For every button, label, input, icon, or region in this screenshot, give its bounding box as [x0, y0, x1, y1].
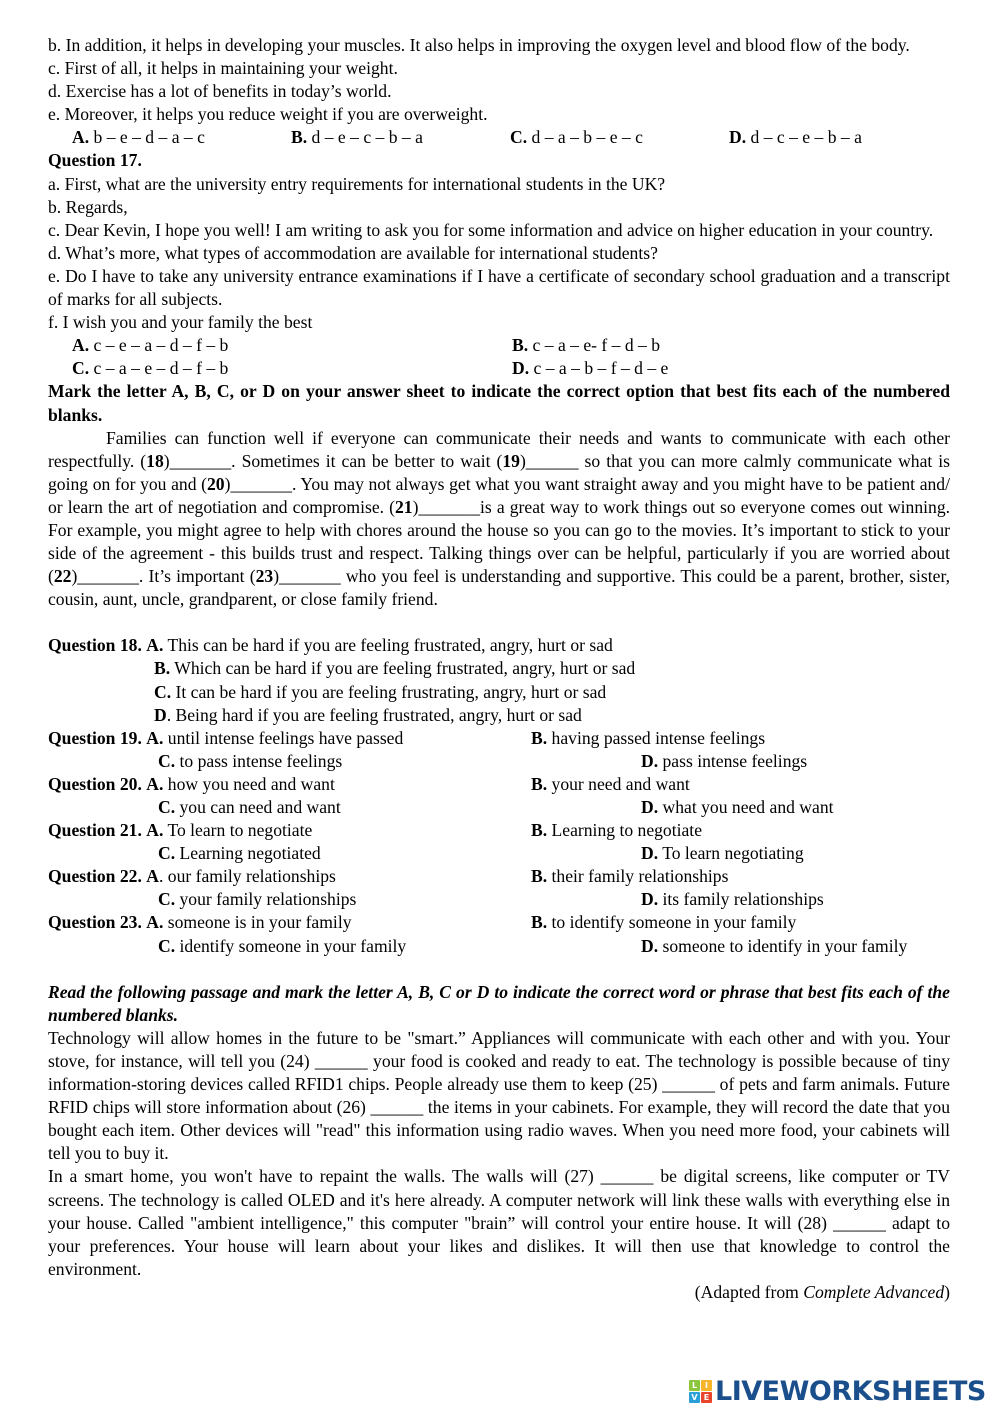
q17-option-b[interactable]: B. c – a – e- f – d – b — [512, 335, 661, 356]
worksheet-page — [48, 34, 950, 1304]
q16-options — [48, 126, 950, 149]
blank-21-number: 21 — [395, 496, 413, 517]
q16-option-a[interactable]: A. b – e – d – a – c — [72, 127, 205, 148]
q19-option-d[interactable]: D. pass intense feelings — [641, 750, 808, 771]
q21-row2 — [48, 842, 950, 865]
q16-item-e: e. Moreover, it helps you reduce weight if you are overweight. — [48, 104, 488, 125]
spacer — [48, 611, 950, 634]
q19-option-a[interactable]: A. until intense feelings have passed — [146, 727, 404, 748]
q19-option-b[interactable]: B. having passed intense feelings — [531, 727, 766, 748]
q23-label: Question 23. — [48, 912, 142, 933]
q17-option-a[interactable]: A. c – e – a – d – f – b — [72, 335, 229, 356]
q22-label: Question 22. — [48, 866, 142, 887]
q22-row1 — [48, 865, 950, 888]
q20-option-c[interactable]: C. you can need and want — [158, 797, 341, 817]
q17-label: Question 17. — [48, 150, 142, 171]
q22-option-c[interactable]: C. your family relationships — [158, 889, 357, 910]
logo-wordmark: LIVEWORKSHEETS — [715, 1375, 986, 1407]
q16-option-c[interactable]: C. d – a – b – e – c — [510, 127, 643, 148]
q17-item-c: c. Dear Kevin, I hope you well! I am writing to ask you for some information and advice on higher education in your country. — [48, 219, 934, 240]
q17-option-c[interactable]: C. c – a – e – d – f – b — [72, 358, 229, 379]
blank-22-number: 22 — [53, 566, 72, 587]
q21-option-a[interactable]: A. To learn to negotiate — [146, 820, 313, 841]
q21-row1 — [48, 819, 950, 842]
q16-item-c: c. First of all, it helps in maintaining your weight. — [48, 58, 398, 79]
q19-row1 — [48, 727, 950, 750]
q22-row2 — [48, 888, 950, 911]
q18-option-a[interactable]: A. This can be hard if you are feeling frustrated, angry, hurt or sad — [146, 635, 613, 656]
cloze2-instruction: Read the following passage and mark the letter A, B, C or D to indicate the correct word or phrase that best fits each of the numbered blanks. — [48, 981, 950, 1025]
blank-23-number: 23 — [255, 566, 274, 587]
q18-row-a — [48, 634, 950, 657]
cloze1-instruction: Mark the letter A, B, C, or D on your answer sheet to indicate the correct option that best fits each of the numbered blanks. — [48, 381, 950, 425]
q17-item-a: a. First, what are the university entry requirements for international students in the UK? — [48, 173, 666, 194]
q23-row1 — [48, 911, 950, 934]
q19-label: Question 19. — [48, 727, 142, 748]
logo-tiles-icon: L I V E — [689, 1380, 712, 1403]
q19-option-c[interactable]: C. to pass intense feelings — [158, 750, 343, 771]
q21-option-c[interactable]: C. Learning negotiated — [158, 843, 321, 864]
q21-option-b[interactable]: B. Learning to negotiate — [531, 820, 703, 841]
q20-row1 — [48, 773, 950, 796]
q19-row2 — [48, 750, 950, 773]
q18-option-b[interactable]: B. Which can be hard if you are feeling frustrated, angry, hurt or sad — [154, 658, 636, 679]
q18-label: Question 18. — [48, 635, 142, 656]
q22-option-d[interactable]: D. its family relationships — [641, 889, 824, 910]
q17-option-d[interactable]: D. c – a – b – f – d – e — [512, 358, 669, 379]
blank-18-number: 18 — [146, 450, 164, 471]
q20-row2 — [48, 796, 950, 819]
cloze1-passage: Families can function well if everyone can communicate their needs and wants to communicate with each other respectfully. (18)_______. Sometimes it can be better to wait (19)______ so that you can more calmly communicate what is going on for you and (20)_______. You may not always get what you want straight away and you might have to be patient and/ or learn the art of negotiation and compromise. (21)_______is a great way to work things out so everyone comes out winning. For example, you might agree to help with chores around the house so you can go to the movies. It’s important to stick to your side of the agreement - this builds trust and respect. Talking things over can be helpful, particularly if you are worried about (22)_______. It’s important (23)_______ who you feel is understanding and supportive. This could be a parent, brother, sister, cousin, aunt, uncle, grandparent, or close family friend. — [48, 427, 951, 610]
q23-row2 — [48, 935, 950, 958]
q16-option-d[interactable]: D. d – c – e – b – a — [729, 127, 862, 148]
q23-option-b[interactable]: B. to identify someone in your family — [531, 912, 797, 933]
q18-option-c[interactable]: C. It can be hard if you are feeling frustrating, angry, hurt or sad — [154, 681, 607, 702]
q21-option-d[interactable]: D. To learn negotiating — [641, 843, 804, 864]
q17-item-b: b. Regards, — [48, 196, 128, 217]
q23-option-a[interactable]: A. someone is in your family — [146, 912, 352, 933]
q17-item-d: d. What’s more, what types of accommodation are available for international students? — [48, 242, 658, 263]
q17-item-f: f. I wish you and your family the best — [48, 312, 313, 333]
q20-option-b[interactable]: B. your need and want — [531, 773, 690, 794]
q16-option-b[interactable]: B. d – e – c – b – a — [291, 127, 423, 148]
q23-option-d[interactable]: D. someone to identify in your family — [641, 935, 908, 956]
q23-option-c[interactable]: C. identify someone in your family — [158, 935, 407, 956]
q20-label: Question 20. — [48, 773, 142, 794]
cloze2-paragraph-2: In a smart home, you won't have to repaint the walls. The walls will (27) ______ be digital screens, like computer or TV screens. The technology is called OLED and it's here already. A computer network will link these walls with everything else in your house. Called "ambient intelligence," this computer "brain” will control your entire house. It will (28) ______ adapt to your preferences. Your house will learn about your likes and dislikes. It will then use that knowledge to control the environment. — [48, 1166, 950, 1279]
blank-19-number: 19 — [502, 450, 520, 471]
q17-options-row2 — [48, 357, 950, 380]
q16-item-d: d. Exercise has a lot of benefits in today’s world. — [48, 81, 392, 102]
q20-option-d[interactable]: D. what you need and want — [641, 797, 834, 817]
blank-20-number: 20 — [207, 473, 225, 494]
q22-option-b[interactable]: B. their family relationships — [531, 866, 729, 887]
q18-option-d[interactable]: D. Being hard if you are feeling frustrated, angry, hurt or sad — [154, 704, 582, 725]
q17-options-row1 — [48, 334, 950, 357]
q21-label: Question 21. — [48, 820, 142, 841]
spacer — [48, 958, 950, 981]
q17-item-e: e. Do I have to take any university entrance examinations if I have a certificate of secondary school graduation and a transcript of marks for all subjects. — [48, 265, 950, 310]
q16-item-b: b. In addition, it helps in developing your muscles. It also helps in improving the oxygen level and blood flow of the body. — [48, 35, 910, 55]
source-citation: (Adapted from Complete Advanced) — [694, 1281, 950, 1302]
q20-option-a[interactable]: A. how you need and want — [146, 773, 335, 794]
cloze2-paragraph-1: Technology will allow homes in the future to be "smart.” Appliances will communicate with each other and with you. Your stove, for instance, will tell you (24) ______ your food is cooked and ready to eat. The technology is possible because of tiny information-storing devices called RFID1 chips. People already use them to keep (25) ______ of pets and farm animals. Future RFID chips will store information about (26) ______ the items in your cabinets. For example, they will record the date that you bought each item. Other devices will "read" this information using radio waves. When you need more food, your cabinets will tell you to buy it. — [48, 1027, 950, 1164]
q22-option-a[interactable]: A. our family relationships — [146, 866, 336, 887]
liveworksheets-logo[interactable] — [689, 1376, 986, 1406]
